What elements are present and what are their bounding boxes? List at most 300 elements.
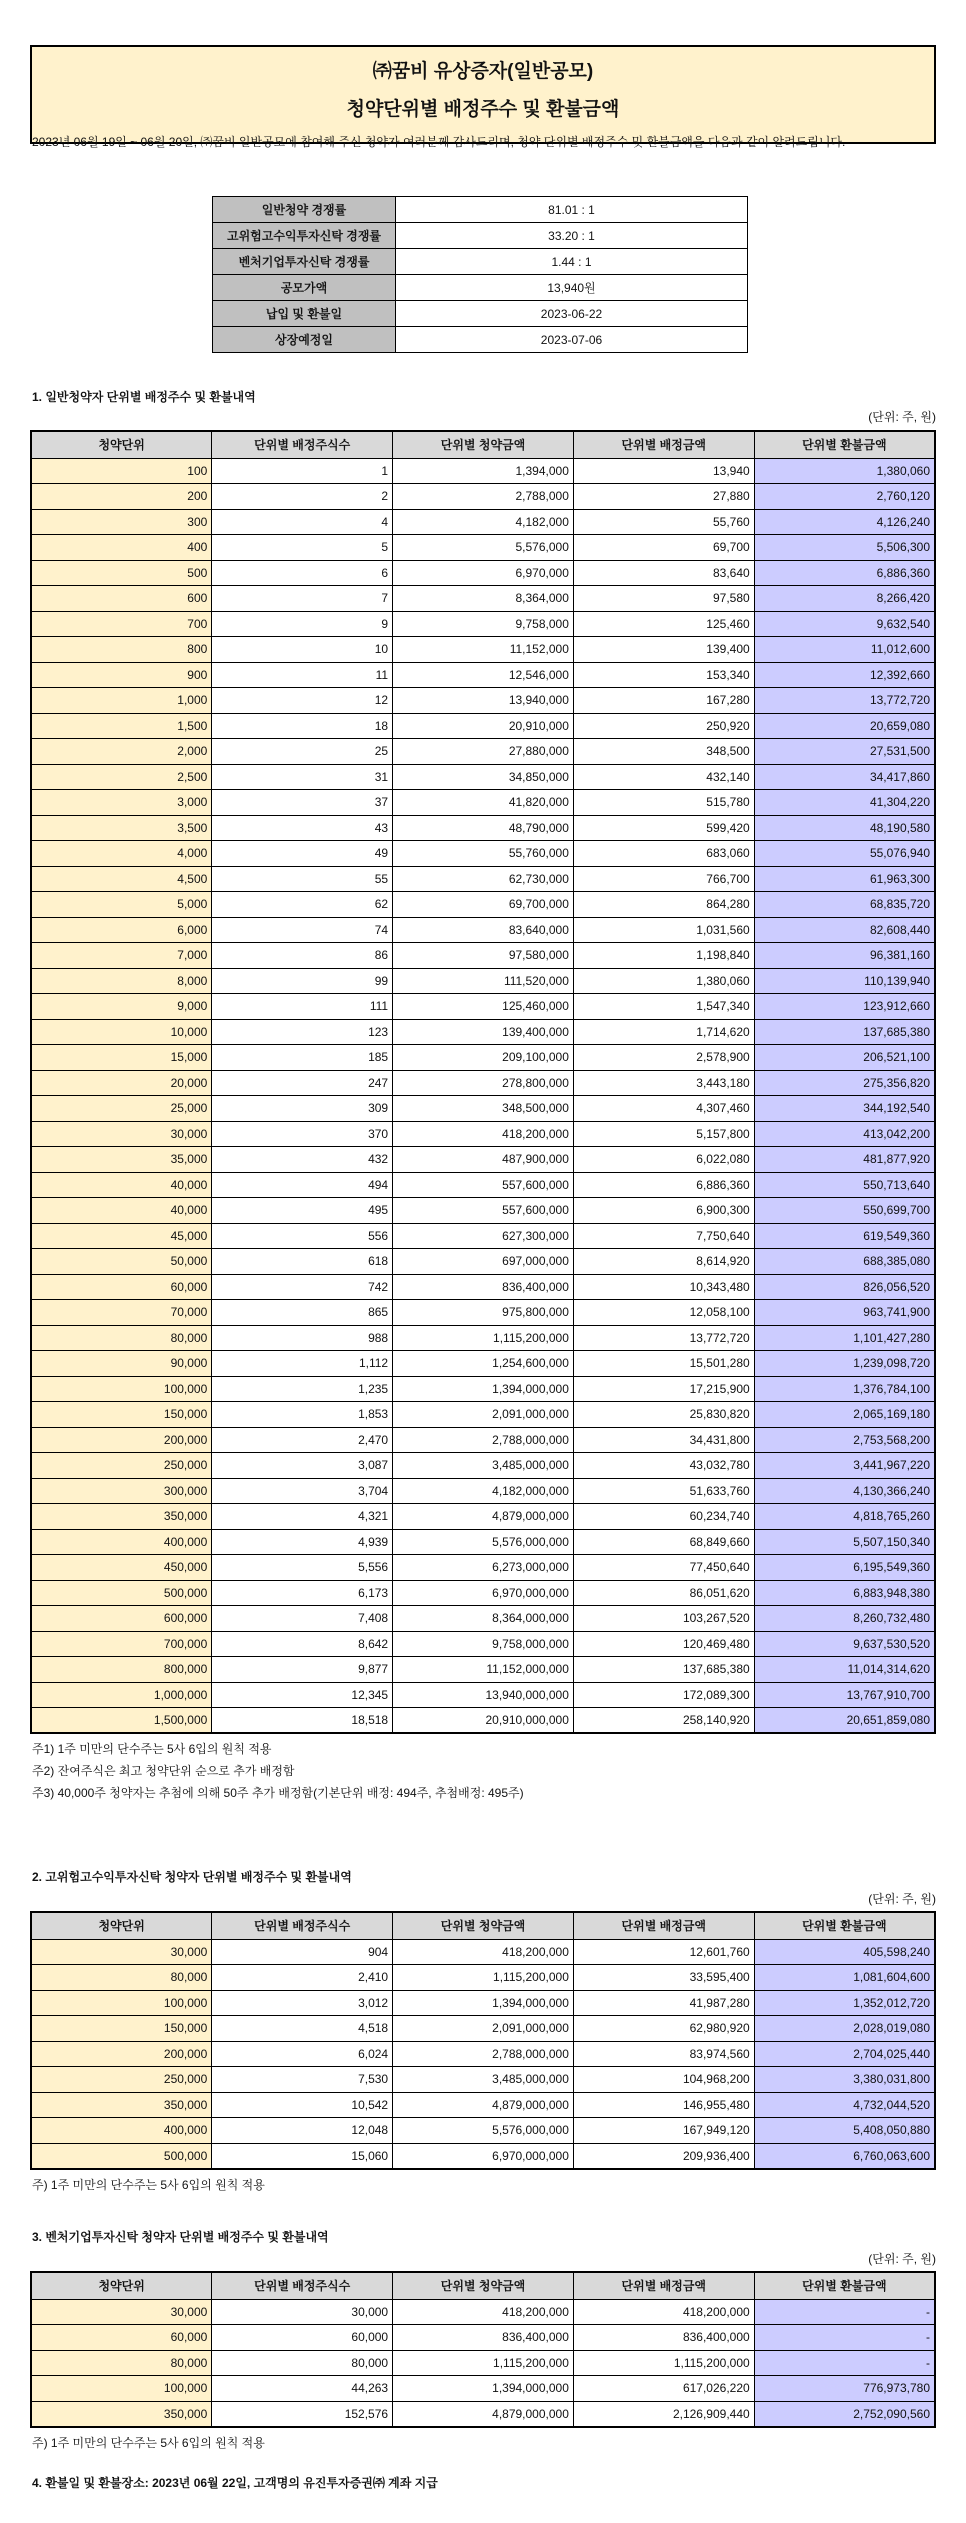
table-row bbox=[31, 1249, 935, 1275]
allocated-amount-cell: 13,772,720 bbox=[573, 1325, 754, 1351]
allocated-shares-cell: 4 bbox=[212, 509, 393, 535]
refund-amount-cell: 3,441,967,220 bbox=[754, 1453, 935, 1479]
unit-cell: 60,000 bbox=[31, 1274, 212, 1300]
refund-amount-cell: 619,549,360 bbox=[754, 1223, 935, 1249]
allocated-shares-cell: 18 bbox=[212, 713, 393, 739]
unit-cell: 3,000 bbox=[31, 790, 212, 816]
column-header: 단위별 배정주식수 bbox=[212, 431, 393, 458]
table-row bbox=[31, 1453, 935, 1479]
refund-amount-cell: 6,883,948,380 bbox=[754, 1580, 935, 1606]
unit-cell: 2,500 bbox=[31, 764, 212, 790]
subscription-amount-cell: 4,182,000 bbox=[393, 509, 574, 535]
section3-table bbox=[30, 2271, 936, 2428]
table-row bbox=[31, 1606, 935, 1632]
unit-cell: 800,000 bbox=[31, 1657, 212, 1683]
allocated-shares-cell: 7,530 bbox=[212, 2067, 393, 2093]
unit-cell: 400,000 bbox=[31, 2118, 212, 2144]
table-header-row bbox=[31, 2272, 935, 2299]
unit-cell: 100,000 bbox=[31, 1376, 212, 1402]
allocated-shares-cell: 1 bbox=[212, 458, 393, 484]
allocated-amount-cell: 60,234,740 bbox=[573, 1504, 754, 1530]
table-row bbox=[31, 994, 935, 1020]
refund-amount-cell: 688,385,080 bbox=[754, 1249, 935, 1275]
subscription-amount-cell: 4,879,000,000 bbox=[393, 2092, 574, 2118]
table-row bbox=[31, 764, 935, 790]
table-row bbox=[31, 1045, 935, 1071]
refund-amount-cell: 9,632,540 bbox=[754, 611, 935, 637]
allocated-amount-cell: 348,500 bbox=[573, 739, 754, 765]
allocated-shares-cell: 1,853 bbox=[212, 1402, 393, 1428]
column-header: 단위별 청약금액 bbox=[393, 1912, 574, 1939]
allocated-amount-cell: 83,640 bbox=[573, 560, 754, 586]
allocated-amount-cell: 5,157,800 bbox=[573, 1121, 754, 1147]
allocated-amount-cell: 599,420 bbox=[573, 815, 754, 841]
allocated-amount-cell: 34,431,800 bbox=[573, 1427, 754, 1453]
refund-amount-cell: 6,886,360 bbox=[754, 560, 935, 586]
allocated-shares-cell: 86 bbox=[212, 943, 393, 969]
subscription-amount-cell: 3,485,000,000 bbox=[393, 2067, 574, 2093]
allocated-amount-cell: 17,215,900 bbox=[573, 1376, 754, 1402]
subscription-amount-cell: 975,800,000 bbox=[393, 1300, 574, 1326]
refund-amount-cell: 20,659,080 bbox=[754, 713, 935, 739]
subscription-amount-cell: 418,200,000 bbox=[393, 1121, 574, 1147]
subscription-amount-cell: 6,970,000,000 bbox=[393, 2143, 574, 2169]
refund-amount-cell: 68,835,720 bbox=[754, 892, 935, 918]
allocated-shares-cell: 432 bbox=[212, 1147, 393, 1173]
section2-unit-label: (단위: 주, 원) bbox=[868, 1892, 936, 1906]
allocated-shares-cell: 10,542 bbox=[212, 2092, 393, 2118]
refund-amount-cell: 110,139,940 bbox=[754, 968, 935, 994]
subscription-amount-cell: 3,485,000,000 bbox=[393, 1453, 574, 1479]
table-row bbox=[31, 1325, 935, 1351]
subscription-amount-cell: 83,640,000 bbox=[393, 917, 574, 943]
table-row bbox=[31, 1274, 935, 1300]
unit-cell: 70,000 bbox=[31, 1300, 212, 1326]
unit-cell: 500,000 bbox=[31, 1580, 212, 1606]
refund-amount-cell: 5,507,150,340 bbox=[754, 1529, 935, 1555]
refund-amount-cell: 13,767,910,700 bbox=[754, 1682, 935, 1708]
subscription-amount-cell: 836,400,000 bbox=[393, 2325, 574, 2351]
unit-cell: 90,000 bbox=[31, 1351, 212, 1377]
allocated-shares-cell: 247 bbox=[212, 1070, 393, 1096]
refund-amount-cell: 1,239,098,720 bbox=[754, 1351, 935, 1377]
allocated-amount-cell: 167,949,120 bbox=[573, 2118, 754, 2144]
allocated-shares-cell: 10 bbox=[212, 637, 393, 663]
table-row bbox=[31, 713, 935, 739]
subscription-amount-cell: 418,200,000 bbox=[393, 2299, 574, 2325]
allocated-shares-cell: 185 bbox=[212, 1045, 393, 1071]
section2-table bbox=[30, 1911, 936, 2170]
subscription-amount-cell: 13,940,000 bbox=[393, 688, 574, 714]
table-row bbox=[31, 2376, 935, 2402]
refund-amount-cell: 776,973,780 bbox=[754, 2376, 935, 2402]
subscription-amount-cell: 2,788,000 bbox=[393, 484, 574, 510]
allocated-shares-cell: 6 bbox=[212, 560, 393, 586]
summary-label: 상장예정일 bbox=[213, 327, 396, 353]
table-row bbox=[31, 1478, 935, 1504]
refund-amount-cell: 8,266,420 bbox=[754, 586, 935, 612]
unit-cell: 800 bbox=[31, 637, 212, 663]
allocated-shares-cell: 3,087 bbox=[212, 1453, 393, 1479]
section4-title: 4. 환불일 및 환불장소: 2023년 06월 22일, 고객명의 유진투자증권㈜ 계좌 지급 bbox=[32, 2476, 438, 2490]
allocated-shares-cell: 1,235 bbox=[212, 1376, 393, 1402]
allocated-shares-cell: 309 bbox=[212, 1096, 393, 1122]
table-row bbox=[31, 968, 935, 994]
table-row bbox=[31, 1402, 935, 1428]
allocated-shares-cell: 6,024 bbox=[212, 2041, 393, 2067]
refund-amount-cell: 5,506,300 bbox=[754, 535, 935, 561]
subscription-amount-cell: 27,880,000 bbox=[393, 739, 574, 765]
subscription-amount-cell: 418,200,000 bbox=[393, 1939, 574, 1965]
allocated-amount-cell: 1,380,060 bbox=[573, 968, 754, 994]
refund-amount-cell: 9,637,530,520 bbox=[754, 1631, 935, 1657]
allocated-shares-cell: 11 bbox=[212, 662, 393, 688]
subscription-amount-cell: 69,700,000 bbox=[393, 892, 574, 918]
allocated-amount-cell: 766,700 bbox=[573, 866, 754, 892]
allocated-amount-cell: 432,140 bbox=[573, 764, 754, 790]
allocated-amount-cell: 6,900,300 bbox=[573, 1198, 754, 1224]
subscription-amount-cell: 62,730,000 bbox=[393, 866, 574, 892]
table-row bbox=[31, 866, 935, 892]
allocated-amount-cell: 3,443,180 bbox=[573, 1070, 754, 1096]
allocated-shares-cell: 49 bbox=[212, 841, 393, 867]
allocated-amount-cell: 139,400 bbox=[573, 637, 754, 663]
table-row bbox=[31, 586, 935, 612]
column-header: 단위별 배정주식수 bbox=[212, 2272, 393, 2299]
unit-cell: 35,000 bbox=[31, 1147, 212, 1173]
table-row bbox=[31, 1147, 935, 1173]
footnote: 주1) 1주 미만의 단수주는 5사 6입의 원칙 적용 bbox=[32, 1742, 272, 1756]
refund-amount-cell: 123,912,660 bbox=[754, 994, 935, 1020]
refund-amount-cell: 963,741,900 bbox=[754, 1300, 935, 1326]
refund-amount-cell: 41,304,220 bbox=[754, 790, 935, 816]
allocated-shares-cell: 3,704 bbox=[212, 1478, 393, 1504]
footnote: 주3) 40,000주 청약자는 추첨에 의해 50주 추가 배정함(기본단위 배정: 494주, 추첨배정: 495주) bbox=[32, 1786, 524, 1800]
unit-cell: 100 bbox=[31, 458, 212, 484]
unit-cell: 250,000 bbox=[31, 1453, 212, 1479]
allocated-shares-cell: 43 bbox=[212, 815, 393, 841]
column-header: 단위별 청약금액 bbox=[393, 431, 574, 458]
allocated-shares-cell: 2 bbox=[212, 484, 393, 510]
unit-cell: 25,000 bbox=[31, 1096, 212, 1122]
table-row bbox=[31, 917, 935, 943]
allocated-amount-cell: 1,198,840 bbox=[573, 943, 754, 969]
column-header: 단위별 배정금액 bbox=[573, 1912, 754, 1939]
allocated-shares-cell: 111 bbox=[212, 994, 393, 1020]
unit-cell: 300,000 bbox=[31, 1478, 212, 1504]
subscription-amount-cell: 125,460,000 bbox=[393, 994, 574, 1020]
allocated-amount-cell: 25,830,820 bbox=[573, 1402, 754, 1428]
column-header: 단위별 배정주식수 bbox=[212, 1912, 393, 1939]
allocated-amount-cell: 12,601,760 bbox=[573, 1939, 754, 1965]
allocated-shares-cell: 80,000 bbox=[212, 2350, 393, 2376]
refund-amount-cell: 2,065,169,180 bbox=[754, 1402, 935, 1428]
table-row bbox=[31, 1965, 935, 1991]
refund-amount-cell: 137,685,380 bbox=[754, 1019, 935, 1045]
refund-amount-cell: 8,260,732,480 bbox=[754, 1606, 935, 1632]
refund-amount-cell: 2,753,568,200 bbox=[754, 1427, 935, 1453]
summary-value: 2023-06-22 bbox=[396, 301, 748, 327]
column-header: 단위별 배정금액 bbox=[573, 2272, 754, 2299]
allocated-shares-cell: 2,410 bbox=[212, 1965, 393, 1991]
table-row bbox=[31, 1631, 935, 1657]
subscription-amount-cell: 1,394,000,000 bbox=[393, 2376, 574, 2402]
allocated-amount-cell: 27,880 bbox=[573, 484, 754, 510]
allocated-shares-cell: 4,518 bbox=[212, 2016, 393, 2042]
subscription-amount-cell: 20,910,000,000 bbox=[393, 1708, 574, 1734]
allocated-shares-cell: 12,048 bbox=[212, 2118, 393, 2144]
column-header: 청약단위 bbox=[31, 2272, 212, 2299]
subscription-amount-cell: 1,254,600,000 bbox=[393, 1351, 574, 1377]
table-row bbox=[31, 2016, 935, 2042]
section3-unit-label: (단위: 주, 원) bbox=[868, 2252, 936, 2266]
allocated-amount-cell: 418,200,000 bbox=[573, 2299, 754, 2325]
refund-amount-cell: 34,417,860 bbox=[754, 764, 935, 790]
subscription-amount-cell: 278,800,000 bbox=[393, 1070, 574, 1096]
allocated-shares-cell: 5,556 bbox=[212, 1555, 393, 1581]
subscription-amount-cell: 6,273,000,000 bbox=[393, 1555, 574, 1581]
summary-label: 고위험고수익투자신탁 경쟁률 bbox=[213, 223, 396, 249]
allocated-shares-cell: 2,470 bbox=[212, 1427, 393, 1453]
refund-amount-cell: 1,101,427,280 bbox=[754, 1325, 935, 1351]
unit-cell: 400,000 bbox=[31, 1529, 212, 1555]
subscription-amount-cell: 4,182,000,000 bbox=[393, 1478, 574, 1504]
table-row bbox=[31, 662, 935, 688]
allocated-shares-cell: 99 bbox=[212, 968, 393, 994]
summary-row bbox=[213, 223, 748, 249]
unit-cell: 150,000 bbox=[31, 2016, 212, 2042]
refund-amount-cell: 5,408,050,880 bbox=[754, 2118, 935, 2144]
refund-amount-cell: 27,531,500 bbox=[754, 739, 935, 765]
allocated-shares-cell: 494 bbox=[212, 1172, 393, 1198]
refund-amount-cell: 2,752,090,560 bbox=[754, 2401, 935, 2427]
refund-amount-cell: 1,352,012,720 bbox=[754, 1990, 935, 2016]
unit-cell: 8,000 bbox=[31, 968, 212, 994]
subscription-amount-cell: 111,520,000 bbox=[393, 968, 574, 994]
allocated-shares-cell: 15,060 bbox=[212, 2143, 393, 2169]
refund-amount-cell: 344,192,540 bbox=[754, 1096, 935, 1122]
subscription-amount-cell: 348,500,000 bbox=[393, 1096, 574, 1122]
allocated-amount-cell: 617,026,220 bbox=[573, 2376, 754, 2402]
unit-cell: 6,000 bbox=[31, 917, 212, 943]
table-row bbox=[31, 1351, 935, 1377]
allocated-amount-cell: 6,886,360 bbox=[573, 1172, 754, 1198]
table-row bbox=[31, 1682, 935, 1708]
unit-cell: 5,000 bbox=[31, 892, 212, 918]
table-row bbox=[31, 1504, 935, 1530]
unit-cell: 200,000 bbox=[31, 2041, 212, 2067]
section1-title: 1. 일반청약자 단위별 배정주수 및 환불내역 bbox=[32, 390, 256, 404]
refund-amount-cell: 1,380,060 bbox=[754, 458, 935, 484]
subscription-amount-cell: 209,100,000 bbox=[393, 1045, 574, 1071]
allocated-amount-cell: 55,760 bbox=[573, 509, 754, 535]
column-header: 청약단위 bbox=[31, 1912, 212, 1939]
table-row bbox=[31, 2401, 935, 2427]
refund-amount-cell: 405,598,240 bbox=[754, 1939, 935, 1965]
allocated-amount-cell: 41,987,280 bbox=[573, 1990, 754, 2016]
table-row bbox=[31, 1121, 935, 1147]
table-row bbox=[31, 611, 935, 637]
subscription-amount-cell: 20,910,000 bbox=[393, 713, 574, 739]
unit-cell: 4,000 bbox=[31, 841, 212, 867]
unit-cell: 40,000 bbox=[31, 1198, 212, 1224]
allocated-shares-cell: 12 bbox=[212, 688, 393, 714]
section1-table bbox=[30, 430, 936, 1734]
table-row bbox=[31, 2067, 935, 2093]
refund-amount-cell: 2,704,025,440 bbox=[754, 2041, 935, 2067]
table-row bbox=[31, 1939, 935, 1965]
table-row bbox=[31, 2299, 935, 2325]
allocated-shares-cell: 4,939 bbox=[212, 1529, 393, 1555]
table-row bbox=[31, 739, 935, 765]
refund-amount-cell: 6,760,063,600 bbox=[754, 2143, 935, 2169]
allocated-shares-cell: 9 bbox=[212, 611, 393, 637]
unit-cell: 1,500 bbox=[31, 713, 212, 739]
unit-cell: 20,000 bbox=[31, 1070, 212, 1096]
unit-cell: 350,000 bbox=[31, 1504, 212, 1530]
allocated-amount-cell: 146,955,480 bbox=[573, 2092, 754, 2118]
refund-amount-cell: 4,732,044,520 bbox=[754, 2092, 935, 2118]
unit-cell: 300 bbox=[31, 509, 212, 535]
refund-amount-cell: - bbox=[754, 2325, 935, 2351]
subscription-amount-cell: 8,364,000 bbox=[393, 586, 574, 612]
unit-cell: 30,000 bbox=[31, 2299, 212, 2325]
subscription-amount-cell: 6,970,000,000 bbox=[393, 1580, 574, 1606]
unit-cell: 500 bbox=[31, 560, 212, 586]
refund-amount-cell: - bbox=[754, 2299, 935, 2325]
section3-title: 3. 벤처기업투자신탁 청약자 단위별 배정주수 및 환불내역 bbox=[32, 2230, 329, 2244]
subscription-amount-cell: 34,850,000 bbox=[393, 764, 574, 790]
allocated-shares-cell: 55 bbox=[212, 866, 393, 892]
summary-value: 81.01 : 1 bbox=[396, 197, 748, 223]
refund-amount-cell: 2,028,019,080 bbox=[754, 2016, 935, 2042]
unit-cell: 400 bbox=[31, 535, 212, 561]
allocated-amount-cell: 167,280 bbox=[573, 688, 754, 714]
table-row bbox=[31, 1070, 935, 1096]
table-row bbox=[31, 637, 935, 663]
refund-amount-cell: 11,014,314,620 bbox=[754, 1657, 935, 1683]
allocated-amount-cell: 515,780 bbox=[573, 790, 754, 816]
allocated-amount-cell: 683,060 bbox=[573, 841, 754, 867]
unit-cell: 700,000 bbox=[31, 1631, 212, 1657]
allocated-amount-cell: 864,280 bbox=[573, 892, 754, 918]
subscription-amount-cell: 4,879,000,000 bbox=[393, 2401, 574, 2427]
subscription-amount-cell: 139,400,000 bbox=[393, 1019, 574, 1045]
allocated-amount-cell: 69,700 bbox=[573, 535, 754, 561]
unit-cell: 150,000 bbox=[31, 1402, 212, 1428]
allocated-shares-cell: 123 bbox=[212, 1019, 393, 1045]
section1-unit-label: (단위: 주, 원) bbox=[868, 410, 936, 424]
table-row bbox=[31, 1172, 935, 1198]
summary-label: 벤처기업투자신탁 경쟁률 bbox=[213, 249, 396, 275]
allocated-shares-cell: 152,576 bbox=[212, 2401, 393, 2427]
refund-amount-cell: 206,521,100 bbox=[754, 1045, 935, 1071]
allocated-shares-cell: 4,321 bbox=[212, 1504, 393, 1530]
unit-cell: 3,500 bbox=[31, 815, 212, 841]
table-row bbox=[31, 535, 935, 561]
refund-amount-cell: 96,381,160 bbox=[754, 943, 935, 969]
allocated-shares-cell: 37 bbox=[212, 790, 393, 816]
allocated-shares-cell: 62 bbox=[212, 892, 393, 918]
table-row bbox=[31, 458, 935, 484]
table-row bbox=[31, 1657, 935, 1683]
table-row bbox=[31, 560, 935, 586]
unit-cell: 100,000 bbox=[31, 2376, 212, 2402]
summary-value: 13,940원 bbox=[396, 275, 748, 301]
refund-amount-cell: - bbox=[754, 2350, 935, 2376]
allocated-shares-cell: 370 bbox=[212, 1121, 393, 1147]
subscription-amount-cell: 2,788,000,000 bbox=[393, 1427, 574, 1453]
subscription-amount-cell: 557,600,000 bbox=[393, 1172, 574, 1198]
unit-cell: 600,000 bbox=[31, 1606, 212, 1632]
allocated-amount-cell: 172,089,300 bbox=[573, 1682, 754, 1708]
unit-cell: 200,000 bbox=[31, 1427, 212, 1453]
subscription-amount-cell: 4,879,000,000 bbox=[393, 1504, 574, 1530]
table-row bbox=[31, 790, 935, 816]
subscription-amount-cell: 11,152,000 bbox=[393, 637, 574, 663]
refund-amount-cell: 20,651,859,080 bbox=[754, 1708, 935, 1734]
refund-amount-cell: 4,130,366,240 bbox=[754, 1478, 935, 1504]
unit-cell: 900 bbox=[31, 662, 212, 688]
allocated-shares-cell: 8,642 bbox=[212, 1631, 393, 1657]
allocated-shares-cell: 31 bbox=[212, 764, 393, 790]
column-header: 단위별 환불금액 bbox=[754, 2272, 935, 2299]
allocated-amount-cell: 8,614,920 bbox=[573, 1249, 754, 1275]
unit-cell: 10,000 bbox=[31, 1019, 212, 1045]
unit-cell: 7,000 bbox=[31, 943, 212, 969]
summary-row bbox=[213, 197, 748, 223]
summary-row bbox=[213, 301, 748, 327]
unit-cell: 500,000 bbox=[31, 2143, 212, 2169]
subscription-amount-cell: 9,758,000 bbox=[393, 611, 574, 637]
allocated-amount-cell: 209,936,400 bbox=[573, 2143, 754, 2169]
allocated-shares-cell: 495 bbox=[212, 1198, 393, 1224]
unit-cell: 350,000 bbox=[31, 2092, 212, 2118]
unit-cell: 600 bbox=[31, 586, 212, 612]
table-header-row bbox=[31, 1912, 935, 1939]
summary-row bbox=[213, 327, 748, 353]
allocated-shares-cell: 556 bbox=[212, 1223, 393, 1249]
summary-value: 1.44 : 1 bbox=[396, 249, 748, 275]
unit-cell: 30,000 bbox=[31, 1939, 212, 1965]
refund-amount-cell: 2,760,120 bbox=[754, 484, 935, 510]
summary-label: 공모가액 bbox=[213, 275, 396, 301]
subscription-amount-cell: 5,576,000 bbox=[393, 535, 574, 561]
table-row bbox=[31, 2118, 935, 2144]
refund-amount-cell: 11,012,600 bbox=[754, 637, 935, 663]
allocated-amount-cell: 250,920 bbox=[573, 713, 754, 739]
table-row bbox=[31, 1198, 935, 1224]
allocated-amount-cell: 1,714,620 bbox=[573, 1019, 754, 1045]
allocated-shares-cell: 1,112 bbox=[212, 1351, 393, 1377]
allocated-amount-cell: 15,501,280 bbox=[573, 1351, 754, 1377]
summary-label: 납입 및 환불일 bbox=[213, 301, 396, 327]
allocated-shares-cell: 618 bbox=[212, 1249, 393, 1275]
allocated-amount-cell: 1,031,560 bbox=[573, 917, 754, 943]
allocated-shares-cell: 7 bbox=[212, 586, 393, 612]
refund-amount-cell: 82,608,440 bbox=[754, 917, 935, 943]
refund-amount-cell: 413,042,200 bbox=[754, 1121, 935, 1147]
allocated-amount-cell: 2,578,900 bbox=[573, 1045, 754, 1071]
table-row bbox=[31, 1708, 935, 1734]
table-row bbox=[31, 2041, 935, 2067]
unit-cell: 45,000 bbox=[31, 1223, 212, 1249]
unit-cell: 4,500 bbox=[31, 866, 212, 892]
allocated-shares-cell: 18,518 bbox=[212, 1708, 393, 1734]
subscription-amount-cell: 697,000,000 bbox=[393, 1249, 574, 1275]
refund-amount-cell: 55,076,940 bbox=[754, 841, 935, 867]
subscription-amount-cell: 2,091,000,000 bbox=[393, 2016, 574, 2042]
